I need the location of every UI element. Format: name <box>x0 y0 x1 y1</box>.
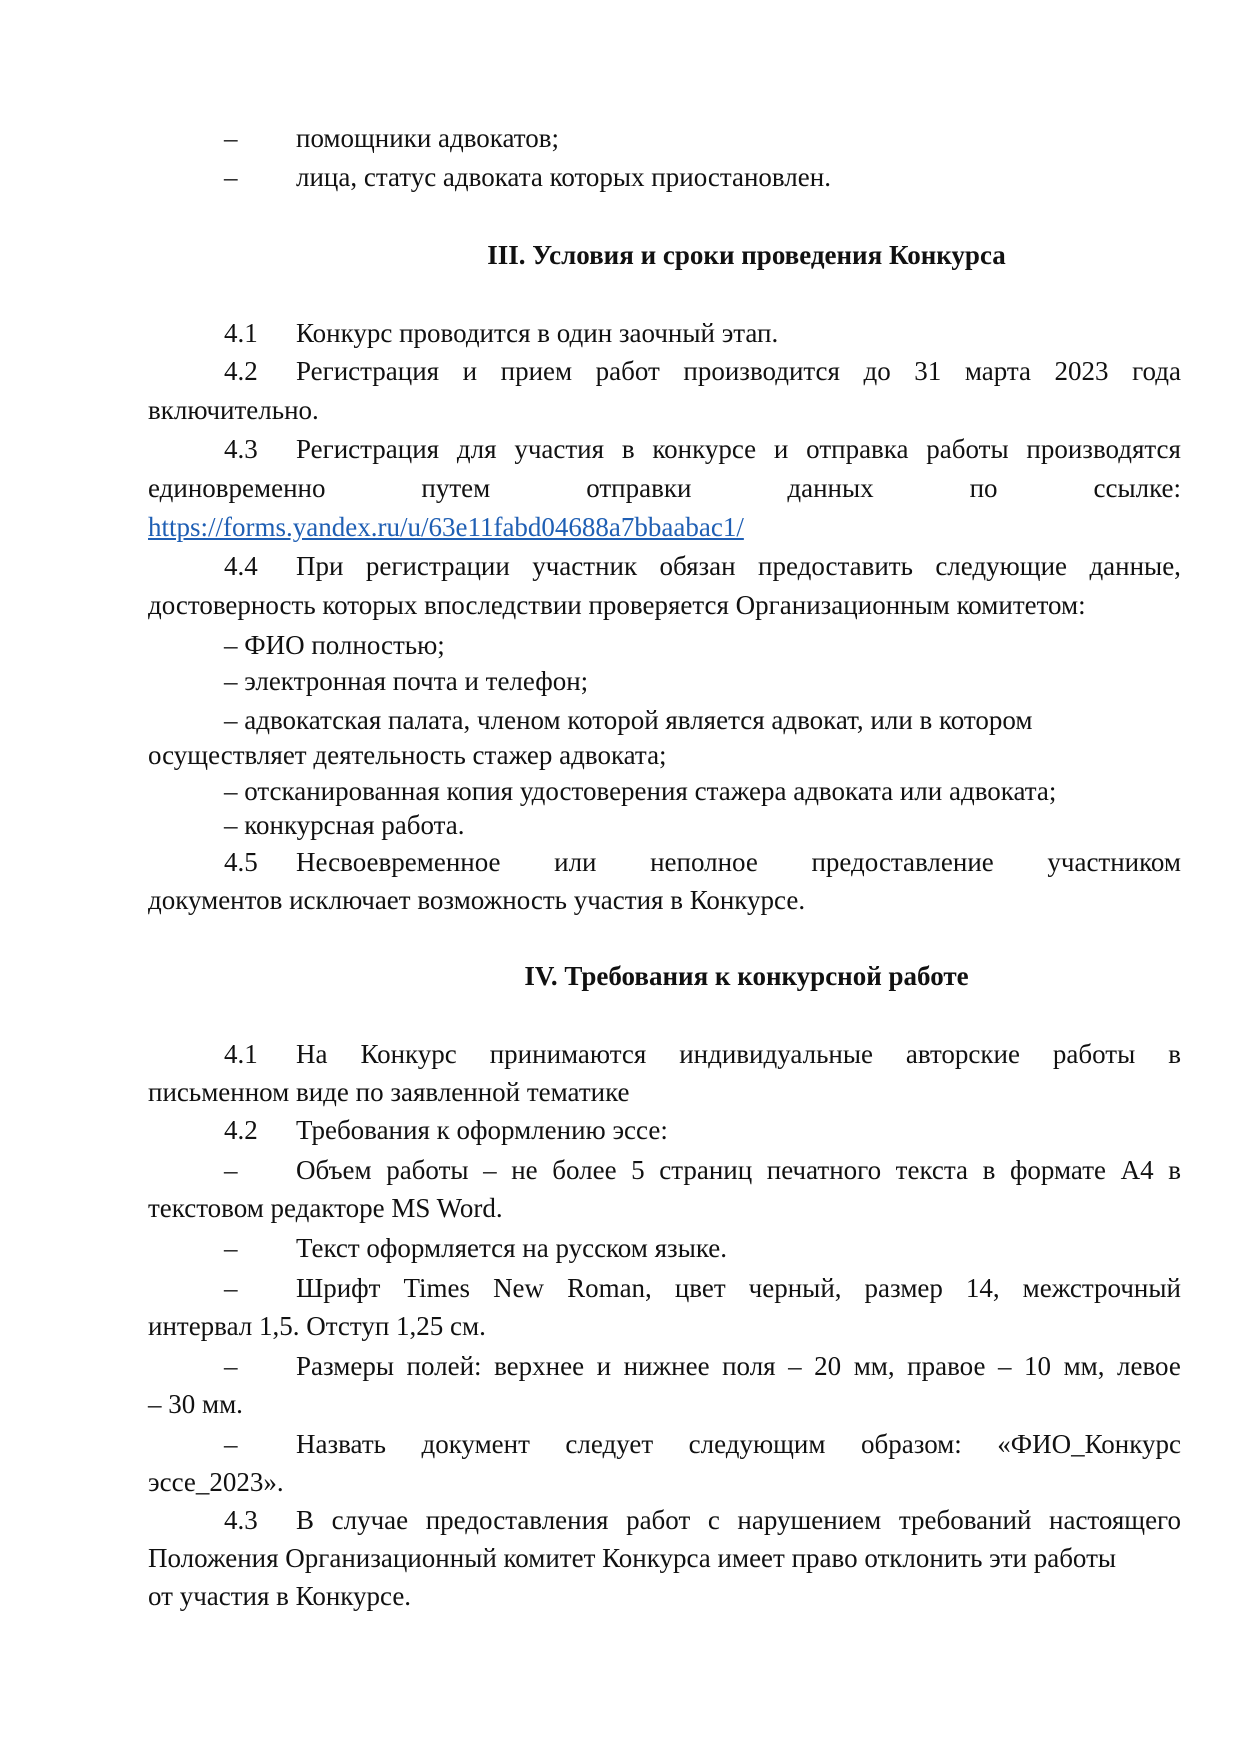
list-item: – отсканированная копия удостоверения стажера адвоката или адвоката; <box>224 776 1057 806</box>
requirements-4-1-line2: письменном виде по заявленной тематике <box>148 1077 630 1107</box>
paragraph-4-3-line2: единовременно путем отправки данных по ссылке: <box>148 473 1181 503</box>
paragraph-4-5-line2: документов исключает возможность участия в Конкурсе. <box>148 885 806 915</box>
list-item: – помощники адвокатов; <box>224 123 559 153</box>
list-item: – электронная почта и телефон; <box>224 666 589 696</box>
list-item: – конкурсная работа. <box>224 810 465 840</box>
registration-link[interactable]: https://forms.yandex.ru/u/63e11fabd04688a7bbaabac1/ <box>148 512 744 542</box>
paragraph-4-2-line1: 4.2 Регистрация и прием работ производится до 31 марта 2023 года <box>224 356 1181 386</box>
paragraph-4-5-line1: 4.5 Несвоевременное или неполное предоставление участником <box>224 847 1181 877</box>
requirements-4-3-line2: Положения Организационный комитет Конкурса имеет право отклонить эти работы <box>148 1543 1117 1573</box>
list-item: – лица, статус адвоката которых приостановлен. <box>224 162 831 192</box>
requirements-4-1-line1: 4.1 На Конкурс принимаются индивидуальные авторские работы в <box>224 1039 1181 1069</box>
requirement-bullet-line2: – 30 мм. <box>148 1389 243 1419</box>
requirement-bullet-line2: эссе_2023». <box>148 1467 284 1497</box>
paragraph-4-3-line1: 4.3 Регистрация для участия в конкурсе и отправка работы производятся <box>224 434 1181 464</box>
requirement-bullet-line2: интервал 1,5. Отступ 1,25 см. <box>148 1311 486 1341</box>
paragraph-4-1: 4.1 Конкурс проводится в один заочный этап. <box>224 318 779 348</box>
requirements-4-2: 4.2 Требования к оформлению эссе: <box>224 1115 668 1145</box>
requirement-bullet-line2: текстовом редакторе MS Word. <box>148 1193 503 1223</box>
requirement-bullet: – Текст оформляется на русском языке. <box>224 1233 728 1263</box>
requirement-bullet-line1: – Объем работы – не более 5 страниц печатного текста в формате А4 в <box>224 1155 1181 1185</box>
requirement-bullet-line1: – Назвать документ следует следующим образом: «ФИО_Конкурс <box>224 1429 1181 1459</box>
paragraph-4-4-line1: 4.4 При регистрации участник обязан предоставить следующие данные, <box>224 551 1181 581</box>
section-heading-3: III. Условия и сроки проведения Конкурса <box>487 240 1006 270</box>
section-heading-4: IV. Требования к конкурсной работе <box>524 961 969 991</box>
requirement-bullet-line1: – Размеры полей: верхнее и нижнее поля – 20 мм, правое – 10 мм, левое <box>224 1351 1181 1381</box>
requirement-bullet-line1: – Шрифт Times New Roman, цвет черный, размер 14, межстрочный <box>224 1273 1181 1303</box>
list-item: – ФИО полностью; <box>224 630 445 660</box>
list-item-continuation: осуществляет деятельность стажер адвоката; <box>148 740 667 770</box>
paragraph-4-4-line2: достоверность которых впоследствии проверяется Организационным комитетом: <box>148 590 1086 620</box>
paragraph-4-2-line2: включительно. <box>148 395 319 425</box>
requirements-4-3-line1: 4.3 В случае предоставления работ с нарушением требований настоящего <box>224 1505 1181 1535</box>
requirements-4-3-line3: от участия в Конкурсе. <box>148 1581 412 1611</box>
list-item: – адвокатская палата, членом которой является адвокат, или в котором <box>224 705 1033 735</box>
